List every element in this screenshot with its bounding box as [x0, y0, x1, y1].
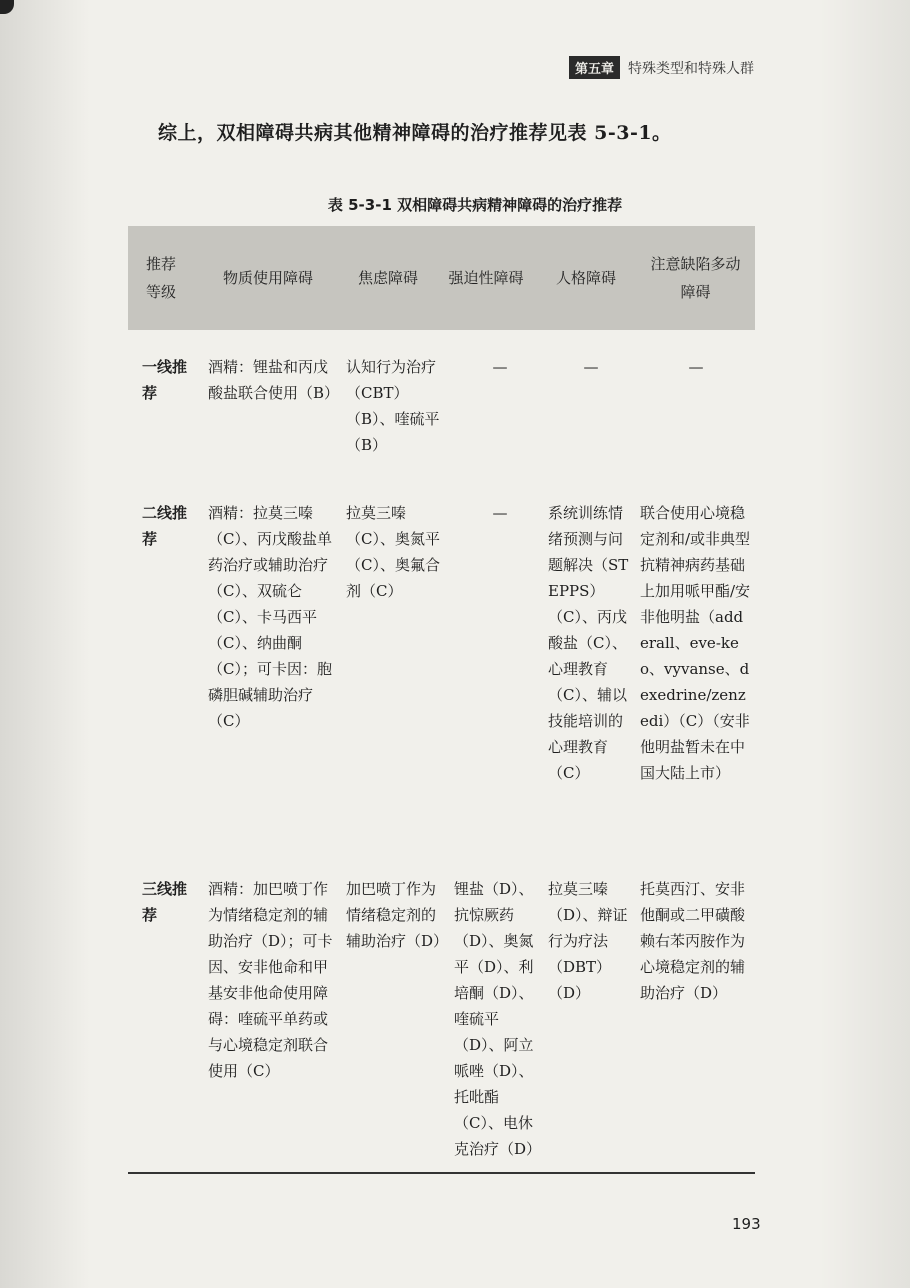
cell-adhd: 联合使用心境稳定剂和/或非典型抗精神病药基础上加用哌甲酯/安非他明盐（adderall、eve-keo、vyvanse、dexedrine/zenzedi）（C）（安非他明盐暂未在中国大陆上市） — [640, 504, 751, 782]
running-header-title: 特殊类型和特殊人群 — [628, 60, 755, 77]
table-row-second-line — [128, 500, 755, 850]
cell-grade: 二线推荐 — [142, 504, 188, 548]
cell-substance: 酒精：锂盐和丙戊酸盐联合使用（B） — [208, 358, 340, 402]
cell-personality: 拉莫三嗪（D）、辩证行为疗法（DBT）（D） — [548, 880, 628, 1002]
cell-anxiety: 认知行为治疗（CBT）（B）、喹硫平（B） — [346, 358, 440, 454]
cell-adhd: 托莫西汀、安非他酮或二甲磺酸赖右苯丙胺作为心境稳定剂的辅助治疗（D） — [640, 880, 746, 1002]
table-bottom-rule — [128, 1172, 755, 1174]
table-row-first-line — [128, 354, 755, 474]
header-personality: 人格障碍 — [555, 269, 616, 287]
header-substance: 物质使用障碍 — [222, 269, 313, 287]
cell-personality: 系统训练情绪预测与问题解决（STEPPS）（C）、丙戊酸盐（C）、心理教育（C）、辅以技能培训的心理教育（C） — [548, 504, 629, 782]
cell-anxiety: 加巴喷丁作为情绪稳定剂的辅助治疗（D） — [346, 880, 449, 950]
chapter-badge: 第五章 — [569, 56, 620, 79]
table-row-third-line — [128, 876, 755, 1166]
table-title: 表 5-3-1 双相障碍共病精神障碍的治疗推荐 — [327, 196, 623, 214]
header-anxiety: 焦虑障碍 — [357, 269, 418, 287]
cell-anxiety: 拉莫三嗪（C）、奥氮平（C）、奥氟合剂（C） — [346, 504, 440, 600]
header-grade: 推荐 等级 — [145, 255, 176, 301]
cell-ocd: 锂盐（D）、抗惊厥药（D）、奥氮平（D）、利培酮（D）、喹硫平（D）、阿立哌唑（D）、托吡酯（C）、电休克治疗（D） — [454, 880, 542, 1158]
cell-substance: 酒精：加巴喷丁作为情绪稳定剂的辅助治疗（D）；可卡因、安非他命和甲基安非他命使用障碍：喹硫平单药或与心境稳定剂联合使用（C） — [208, 880, 333, 1080]
page-number: 193 — [732, 1215, 761, 1233]
cell-substance: 酒精：拉莫三嗪（C）、丙戊酸盐单药治疗或辅助治疗（C）、双硫仑（C）、卡马西平（C）、纳曲酮（C）；可卡因：胞磷胆碱辅助治疗（C） — [208, 504, 332, 730]
table-header-row — [128, 226, 755, 330]
intro-sentence: 综上，双相障碍共病其他精神障碍的治疗推荐见表 5-3-1。 — [158, 122, 672, 144]
cell-ocd: — — [492, 504, 508, 522]
running-header — [569, 56, 754, 79]
treatment-table — [128, 226, 755, 1158]
header-ocd: 强迫性障碍 — [448, 269, 524, 287]
cell-grade: 一线推荐 — [142, 358, 188, 402]
header-adhd: 注意缺陷多动 障碍 — [650, 255, 741, 301]
cell-grade: 三线推荐 — [142, 880, 188, 924]
cell-adhd: — — [688, 358, 704, 376]
cell-personality: — — [583, 358, 599, 376]
cell-ocd: — — [492, 358, 508, 376]
